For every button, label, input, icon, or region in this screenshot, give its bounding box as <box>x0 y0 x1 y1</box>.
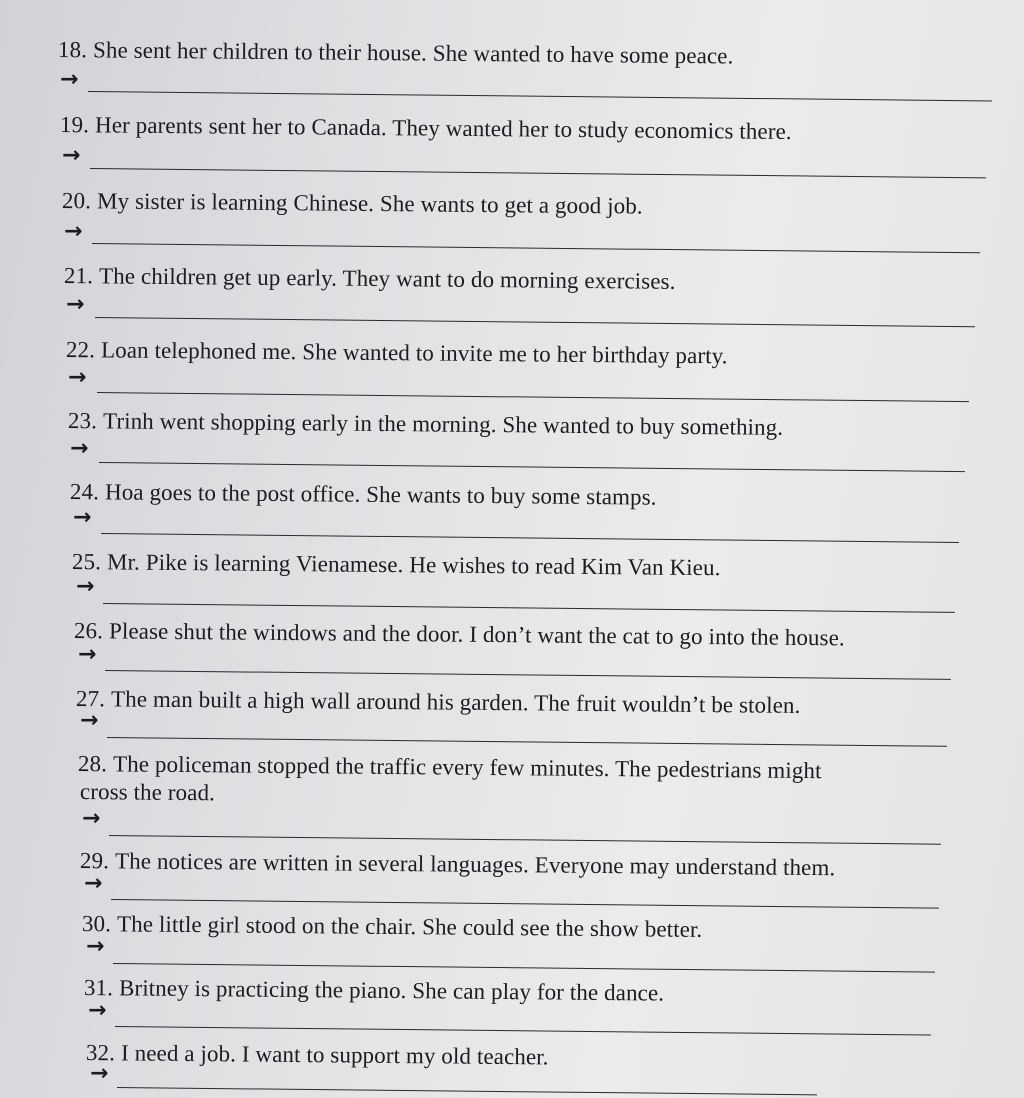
arrow-icon: → <box>76 574 95 599</box>
exercise-text: The children get up early. They want to do morning exercises. <box>98 263 676 294</box>
answer-line[interactable] <box>88 91 992 101</box>
exercise-text-continued: cross the road. <box>79 779 216 806</box>
arrow-icon: → <box>62 143 81 168</box>
exercise-number: 25. <box>71 549 102 575</box>
exercise-text: Loan telephoned me. She wanted to invite me to her birthday party. <box>100 337 728 369</box>
exercise-number: 30. <box>81 911 112 937</box>
answer-line[interactable] <box>111 899 939 909</box>
exercise-sentence <box>74 617 845 651</box>
arrow-icon: → <box>88 998 107 1023</box>
answer-line[interactable] <box>92 243 980 253</box>
answer-line[interactable] <box>113 963 935 973</box>
arrow-icon: → <box>82 806 101 831</box>
answer-line[interactable] <box>97 392 969 402</box>
exercise-text: Please shut the windows and the door. I don’t want the cat to go into the house. <box>108 618 845 651</box>
exercise-number: 23. <box>67 408 98 434</box>
answer-line[interactable] <box>103 603 955 613</box>
exercise-text: The little girl stood on the chair. She could see the show better. <box>116 911 703 942</box>
exercise-sentence <box>80 847 836 881</box>
exercise-sentence <box>84 974 664 1007</box>
answer-line[interactable] <box>99 462 965 472</box>
arrow-icon: → <box>64 219 83 244</box>
exercise-text: The policeman stopped the traffic every few minutes. The pedestrians might <box>112 751 822 784</box>
exercise-sentence <box>62 187 643 220</box>
exercise-number: 24. <box>69 479 100 505</box>
exercise-text: Trinh went shopping early in the morning. She wanted to buy something. <box>102 408 784 440</box>
arrow-icon: → <box>84 871 103 896</box>
exercise-sentence <box>82 910 703 943</box>
exercise-sentence <box>72 548 721 581</box>
exercise-sentence <box>60 111 792 145</box>
exercise-sentence <box>70 478 657 511</box>
exercise-text: My sister is learning Chinese. She wants to get a good job. <box>96 188 643 219</box>
exercise-text: Her parents sent her to Canada. They wanted her to study economics there. <box>94 112 792 145</box>
exercise-number: 22. <box>65 337 96 363</box>
answer-line[interactable] <box>105 670 951 680</box>
answer-line[interactable] <box>90 168 986 178</box>
exercise-text: The man built a high wall around his garden. The fruit wouldn’t be stolen. <box>110 686 801 718</box>
exercise-sentence <box>86 1039 549 1070</box>
answer-line[interactable] <box>107 737 947 747</box>
arrow-icon: → <box>86 934 105 959</box>
arrow-icon: → <box>68 365 87 390</box>
arrow-icon: → <box>70 436 89 461</box>
exercise-text: Hoa goes to the post office. She wants to buy some stamps. <box>104 479 657 510</box>
arrow-icon: → <box>60 67 79 92</box>
arrow-icon: → <box>90 1061 109 1086</box>
exercise-number: 20. <box>61 188 92 214</box>
exercise-text: She sent her children to their house. She wanted to have some peace. <box>92 37 734 69</box>
answer-line[interactable] <box>95 317 975 327</box>
arrow-icon: → <box>73 505 92 530</box>
exercise-text: Britney is practicing the piano. She can play for the dance. <box>118 975 665 1006</box>
exercise-number: 31. <box>83 975 114 1001</box>
arrow-icon: → <box>80 708 99 733</box>
exercise-sentence <box>58 36 734 69</box>
exercise-number: 18. <box>57 37 88 63</box>
exercise-number: 28. <box>77 751 108 777</box>
exercise-sentence <box>68 407 783 441</box>
exercise-text: I need a job. I want to support my old teacher. <box>120 1040 549 1070</box>
answer-line[interactable] <box>117 1087 817 1095</box>
exercise-number: 26. <box>73 618 104 644</box>
exercise-number: 27. <box>75 686 106 712</box>
answer-line[interactable] <box>101 533 959 543</box>
exercise-number: 19. <box>59 112 90 138</box>
exercise-number: 32. <box>85 1040 116 1066</box>
exercise-number: 21. <box>63 263 94 289</box>
exercise-number: 29. <box>79 848 110 874</box>
exercise-sentence-continued <box>80 778 215 806</box>
arrow-icon: → <box>66 292 85 317</box>
exercise-sentence <box>66 336 728 369</box>
answer-line[interactable] <box>115 1026 931 1036</box>
arrow-icon: → <box>78 642 97 667</box>
answer-line[interactable] <box>109 835 941 845</box>
exercise-text: Mr. Pike is learning Vienamese. He wishes to read Kim Van Kieu. <box>106 549 721 581</box>
exercise-text: The notices are written in several languages. Everyone may understand them. <box>114 848 836 881</box>
exercise-sentence <box>64 262 676 295</box>
exercise-sentence <box>76 685 801 719</box>
